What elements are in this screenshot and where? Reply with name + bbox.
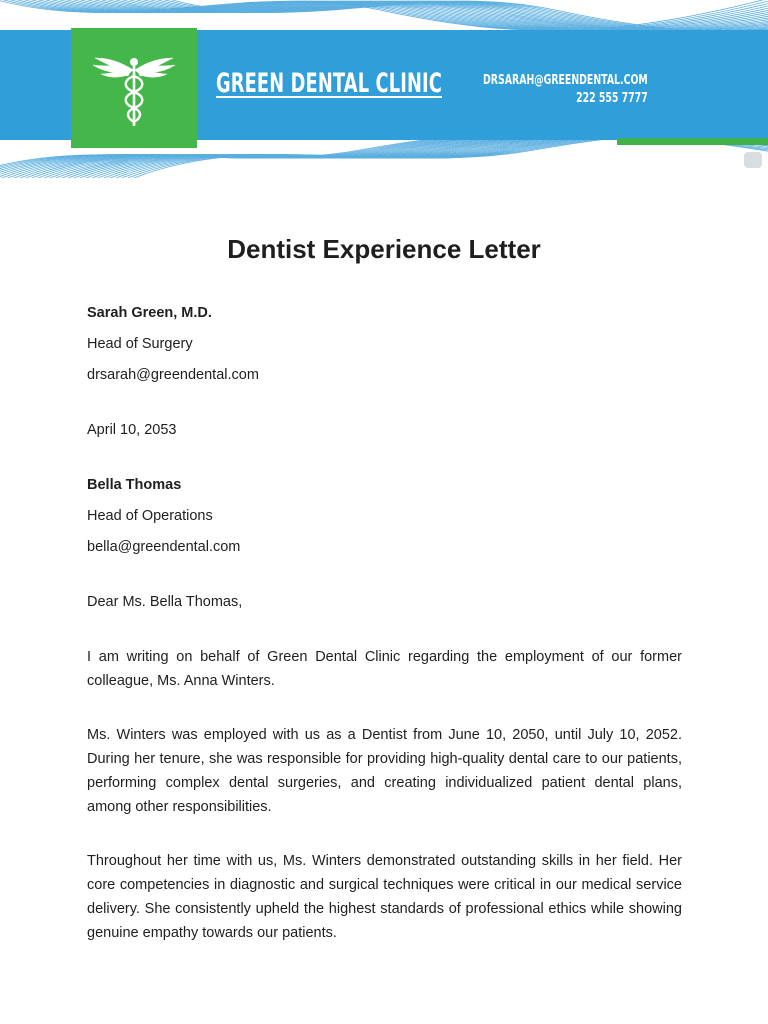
header-contact-block [483, 72, 648, 108]
recipient-email: bella@greendental.com [87, 539, 241, 555]
body-paragraph-3: Throughout her time with us, Ms. Winters demonstrated outstanding skills in her field. Her core competencies in diagnostic and surgical techniques were critical in our medical service delivery. She consistently upheld the highest standards of professional ethics while showing genuine empathy towards our patients. [87, 853, 682, 941]
body-paragraph-2: Ms. Winters was employed with us as a Dentist from June 10, 2050, until July 10, 2052. During her tenure, she was responsible for providing high-quality dental care to our patients, performing complex dental surgeries, and creating individualized patient dental plans, among other responsibilities. [87, 727, 682, 815]
header-email: DRSARAH@GREENDENTAL.COM [483, 73, 648, 88]
sender-position: Head of Surgery [87, 336, 193, 352]
clinic-name: GREEN DENTAL CLINIC [216, 68, 443, 99]
green-accent-strip [617, 138, 768, 145]
caduceus-icon [71, 28, 197, 148]
body-paragraph-1: I am writing on behalf of Green Dental Clinic regarding the employment of our former colleague, Ms. Anna Winters. [87, 649, 682, 689]
page-corner-icon [744, 152, 762, 168]
recipient-position: Head of Operations [87, 508, 213, 524]
recipient-name: Bella Thomas [87, 477, 182, 493]
clinic-logo [71, 28, 197, 148]
header-phone: 222 555 7777 [576, 91, 648, 106]
letter-title: Dentist Experience Letter [227, 234, 541, 264]
sender-name: Sarah Green, M.D. [87, 305, 212, 321]
letter-date: April 10, 2053 [87, 422, 177, 438]
sender-email: drsarah@greendental.com [87, 367, 259, 383]
salutation: Dear Ms. Bella Thomas, [87, 594, 243, 610]
